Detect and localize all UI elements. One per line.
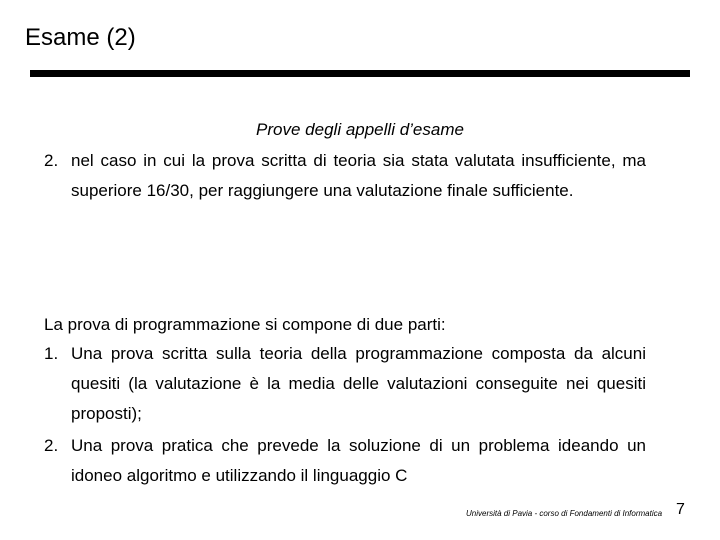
- list-item-text: Una prova scritta sulla teoria della programmazione composta da alcuni quesiti (la valutazione è la media delle valutazioni conseguite nei quesiti proposti);: [71, 344, 646, 423]
- footer-text: Università di Pavia - corso di Fondamenti di Informatica: [466, 509, 663, 518]
- list-item-number: 2.: [44, 436, 59, 455]
- list-item: [44, 431, 646, 491]
- list-item-text: nel caso in cui la prova scritta di teoria sia stata valutata insufficiente, ma superiore 16/30, per raggiungere una valutazione finale sufficiente.: [71, 151, 646, 200]
- list-item-number: 2.: [44, 151, 59, 170]
- page-number: 7: [676, 501, 685, 518]
- list-item: [44, 339, 646, 429]
- title-divider: [30, 70, 690, 77]
- section-intro: La prova di programmazione si compone di due parti:: [44, 315, 446, 334]
- slide-title: Esame (2): [25, 24, 136, 51]
- list-item: [44, 146, 646, 206]
- slide-subtitle: Prove degli appelli d’esame: [256, 120, 464, 139]
- list-item-number: 1.: [44, 344, 59, 363]
- list-item-text: Una prova pratica che prevede la soluzione di un problema ideando un idoneo algoritmo e utilizzando il linguaggio C: [71, 436, 646, 485]
